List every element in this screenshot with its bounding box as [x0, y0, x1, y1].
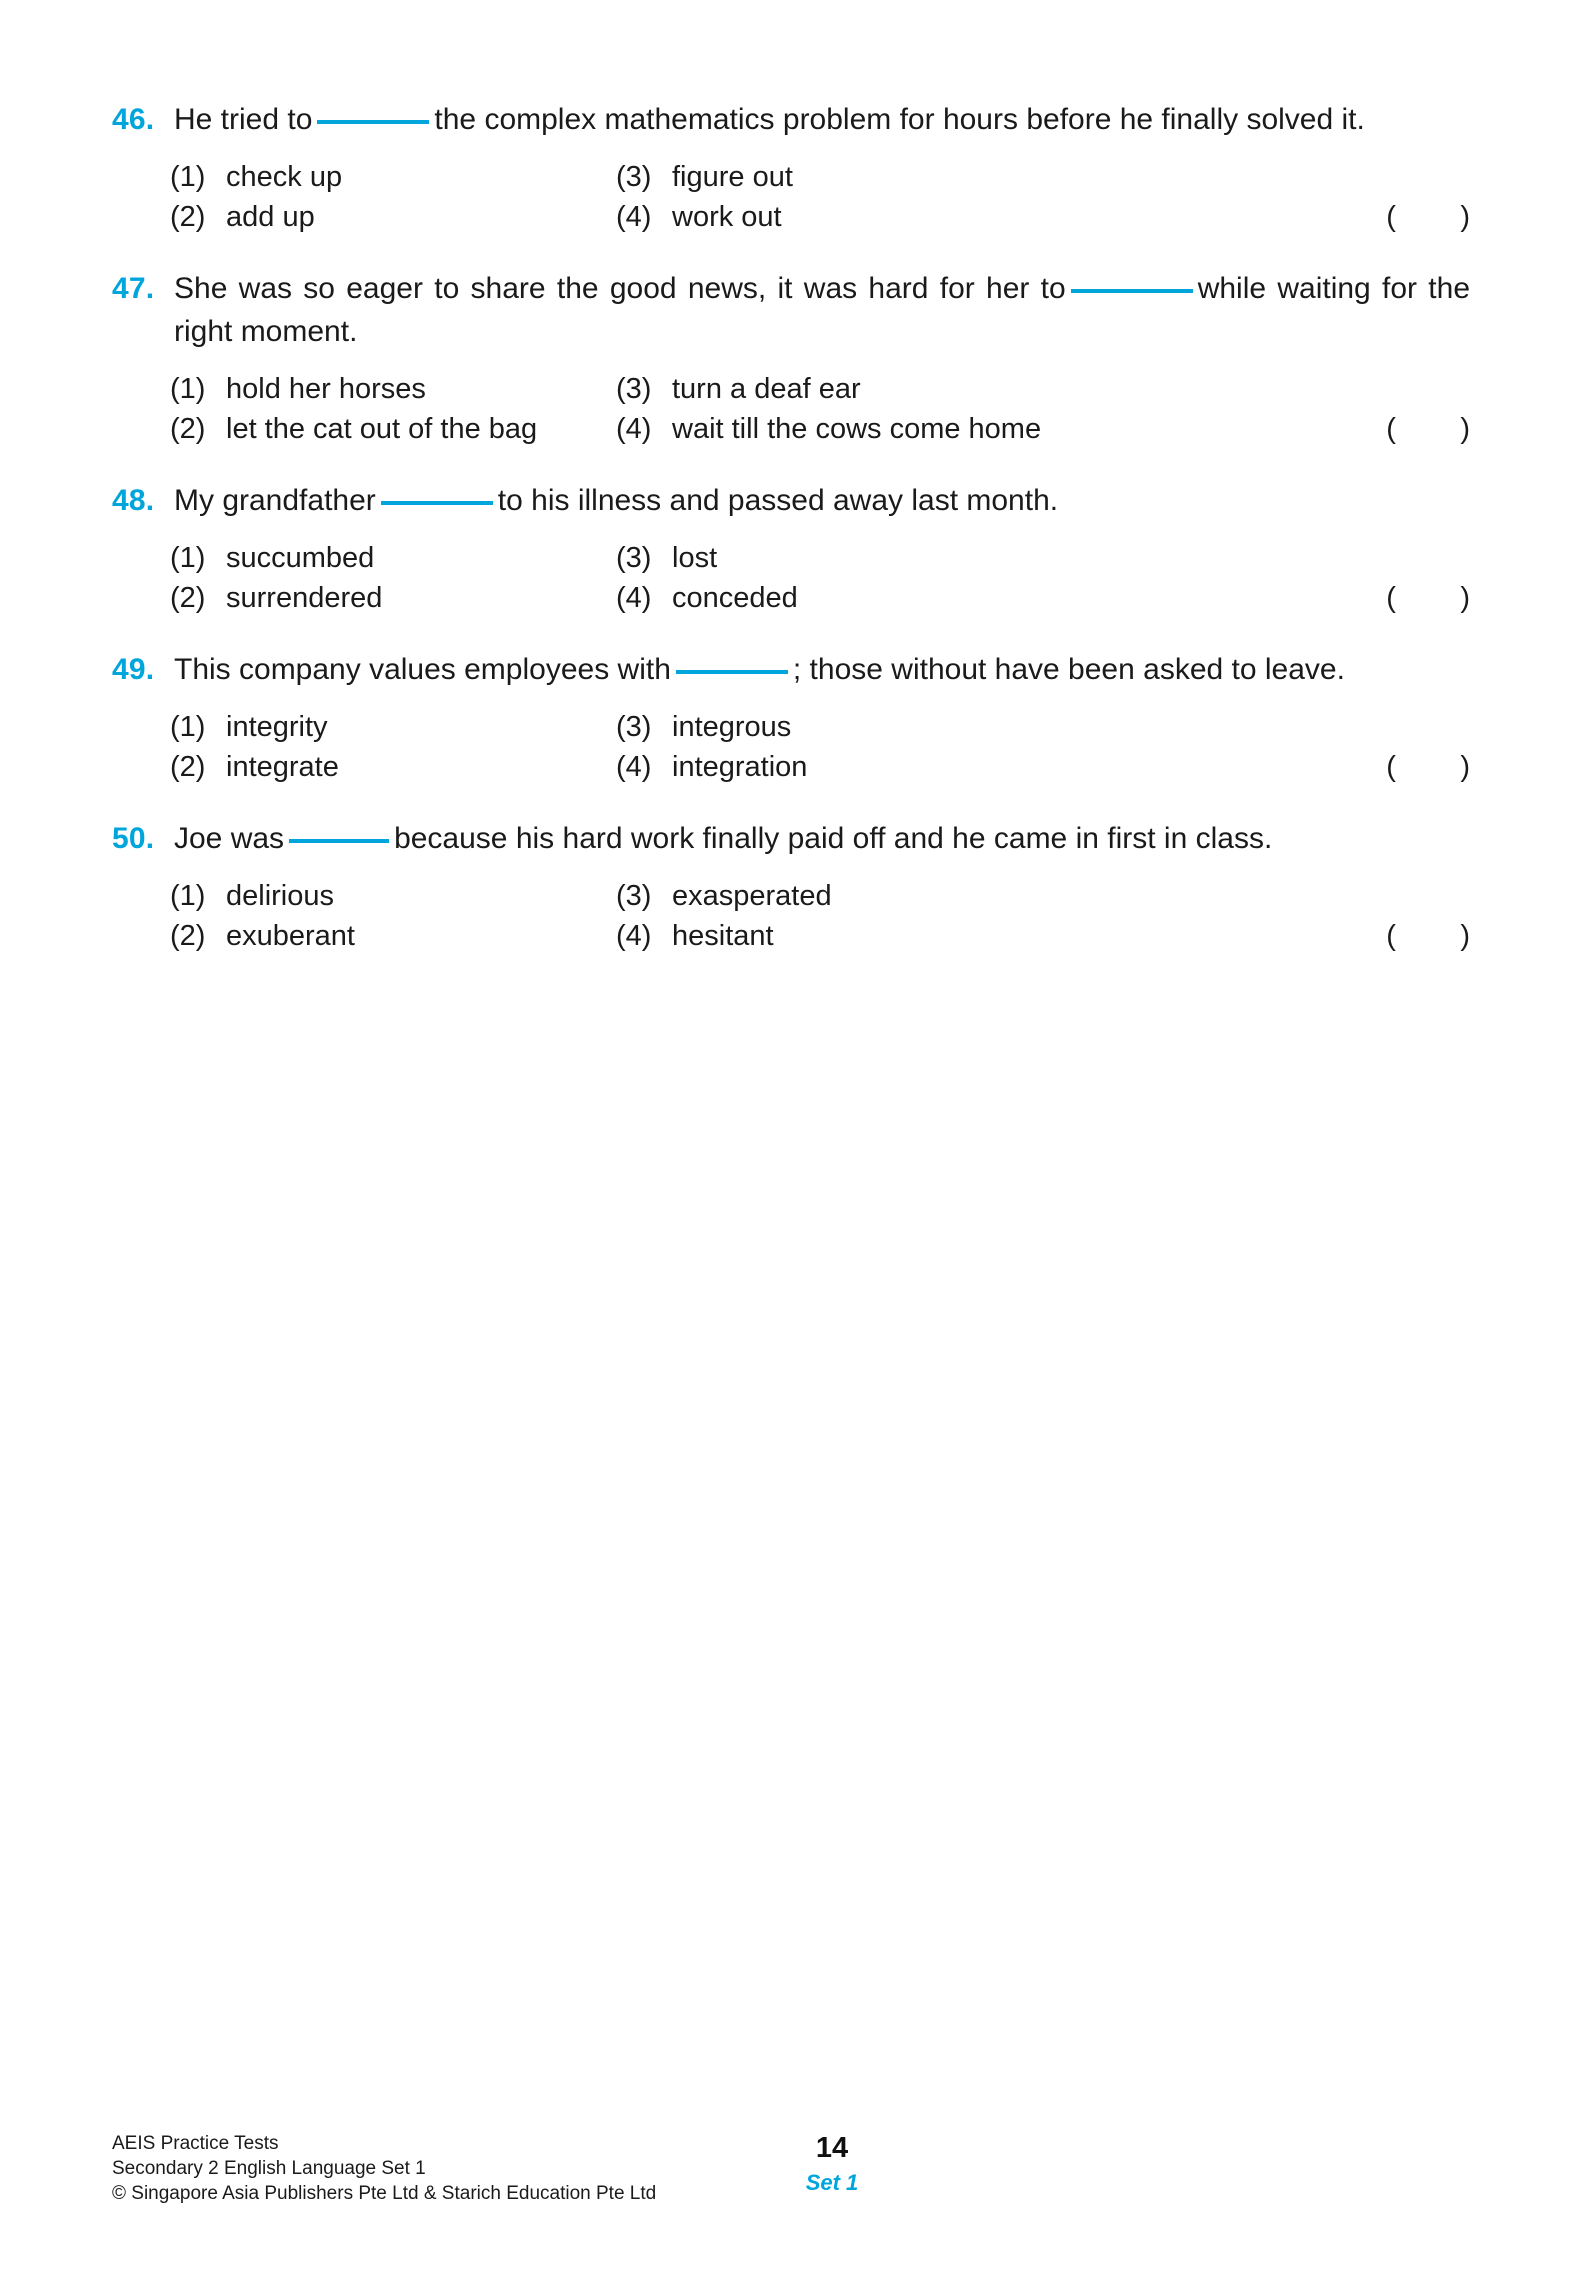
options-list [170, 157, 1472, 237]
option-2[interactable] [170, 747, 616, 787]
option-3[interactable] [616, 876, 832, 916]
question-block [112, 479, 1472, 618]
option-label: conceded [672, 582, 798, 614]
stem-before-blank: Joe was [174, 822, 285, 855]
option-label: lost [672, 542, 718, 574]
option-row [170, 409, 1472, 449]
option-4[interactable] [616, 747, 807, 787]
question-heading [112, 98, 1472, 141]
page-number: 14 [815, 2132, 849, 2164]
option-key: (3) [616, 542, 652, 574]
option-3[interactable] [616, 157, 793, 197]
option-key: (2) [170, 582, 206, 614]
options-list [170, 538, 1472, 618]
answer-box[interactable]: ( ) [1386, 751, 1470, 783]
option-1[interactable] [170, 369, 616, 409]
option-1[interactable] [170, 157, 616, 197]
option-label: delirious [226, 880, 334, 912]
answer-box[interactable]: ( ) [1386, 201, 1470, 233]
option-key: (3) [616, 373, 652, 405]
stem-before-blank: My grandfather [174, 484, 376, 517]
option-label: check up [226, 161, 343, 193]
option-label: turn a deaf ear [672, 373, 861, 405]
option-2[interactable] [170, 409, 616, 449]
option-key: (1) [170, 711, 206, 743]
option-key: (3) [616, 711, 652, 743]
question-heading [112, 267, 1472, 353]
option-1[interactable] [170, 876, 616, 916]
option-row [170, 578, 1472, 618]
question-stem [174, 648, 1472, 691]
page-footer [112, 2131, 1472, 2217]
option-key: (1) [170, 373, 206, 405]
fill-in-blank[interactable] [676, 670, 788, 674]
option-key: (4) [616, 413, 652, 445]
stem-after-blank: while waiting for the right moment. [174, 272, 1470, 348]
option-key: (3) [616, 880, 652, 912]
footer-line-title: AEIS Practice Tests [112, 2133, 279, 2154]
option-2[interactable] [170, 916, 616, 956]
option-key: (4) [616, 582, 652, 614]
question-stem [174, 817, 1472, 860]
question-stem [174, 267, 1472, 353]
option-label: exuberant [226, 920, 355, 952]
option-label: figure out [672, 161, 793, 193]
option-label: exasperated [672, 880, 832, 912]
options-list [170, 707, 1472, 787]
footer-line-subject: Secondary 2 English Language Set 1 [112, 2158, 426, 2179]
option-key: (4) [616, 201, 652, 233]
option-key: (2) [170, 201, 206, 233]
option-row [170, 538, 1472, 578]
question-number: 49. [112, 653, 155, 686]
option-label: integrate [226, 751, 339, 783]
stem-before-blank: This company values employees with [174, 653, 671, 686]
option-4[interactable] [616, 197, 782, 237]
option-1[interactable] [170, 707, 616, 747]
question-number: 48. [112, 484, 155, 517]
option-row [170, 157, 1472, 197]
option-4[interactable] [616, 409, 1041, 449]
questions-container [112, 98, 1472, 986]
option-4[interactable] [616, 578, 798, 618]
stem-before-blank: He tried to [174, 103, 313, 136]
option-label: integrity [226, 711, 328, 743]
option-label: add up [226, 201, 315, 233]
option-key: (1) [170, 542, 206, 574]
option-4[interactable] [616, 916, 774, 956]
option-label: succumbed [226, 542, 375, 574]
question-block [112, 267, 1472, 449]
option-label: integrous [672, 711, 792, 743]
option-3[interactable] [616, 707, 791, 747]
fill-in-blank[interactable] [1071, 289, 1193, 293]
option-key: (2) [170, 920, 206, 952]
option-key: (1) [170, 161, 206, 193]
option-key: (2) [170, 413, 206, 445]
set-label: Set 1 [805, 2170, 859, 2195]
answer-box[interactable]: ( ) [1386, 582, 1470, 614]
stem-after-blank: to his illness and passed away last month. [497, 484, 1059, 517]
question-block [112, 648, 1472, 787]
option-key: (4) [616, 751, 652, 783]
question-heading [112, 479, 1472, 522]
footer-line-copyright: © Singapore Asia Publishers Pte Ltd & Starich Education Pte Ltd [112, 2183, 657, 2204]
question-heading [112, 817, 1472, 860]
option-3[interactable] [616, 538, 717, 578]
option-key: (3) [616, 161, 652, 193]
option-1[interactable] [170, 538, 616, 578]
fill-in-blank[interactable] [317, 120, 429, 124]
option-key: (2) [170, 751, 206, 783]
footer-credits [112, 2131, 656, 2206]
stem-after-blank: ; those without have been asked to leave. [792, 653, 1345, 686]
option-row [170, 197, 1472, 237]
question-number: 50. [112, 822, 155, 855]
footer-page-info [772, 2131, 892, 2198]
option-row [170, 707, 1472, 747]
option-row [170, 876, 1472, 916]
option-label: wait till the cows come home [672, 413, 1042, 445]
option-label: hold her horses [226, 373, 426, 405]
question-number: 47. [112, 272, 155, 305]
option-2[interactable] [170, 197, 616, 237]
stem-after-blank: the complex mathematics problem for hours before he finally solved it. [434, 103, 1365, 136]
fill-in-blank[interactable] [381, 501, 493, 505]
option-label: work out [672, 201, 782, 233]
stem-after-blank: because his hard work finally paid off and he came in first in class. [394, 822, 1273, 855]
answer-box[interactable]: ( ) [1386, 920, 1470, 952]
options-list [170, 369, 1472, 449]
fill-in-blank[interactable] [289, 839, 389, 843]
option-key: (4) [616, 920, 652, 952]
option-label: let the cat out of the bag [226, 413, 538, 445]
question-stem [174, 98, 1472, 141]
option-row [170, 916, 1472, 956]
option-row [170, 747, 1472, 787]
question-block [112, 817, 1472, 956]
question-stem [174, 479, 1472, 522]
question-heading [112, 648, 1472, 691]
question-number: 46. [112, 103, 155, 136]
option-key: (1) [170, 880, 206, 912]
question-block [112, 98, 1472, 237]
option-3[interactable] [616, 369, 861, 409]
answer-box[interactable]: ( ) [1386, 413, 1470, 445]
stem-before-blank: She was so eager to share the good news, it was hard for her to [174, 272, 1066, 305]
option-2[interactable] [170, 578, 616, 618]
options-list [170, 876, 1472, 956]
option-label: surrendered [226, 582, 383, 614]
option-label: integration [672, 751, 808, 783]
option-label: hesitant [672, 920, 774, 952]
option-row [170, 369, 1472, 409]
